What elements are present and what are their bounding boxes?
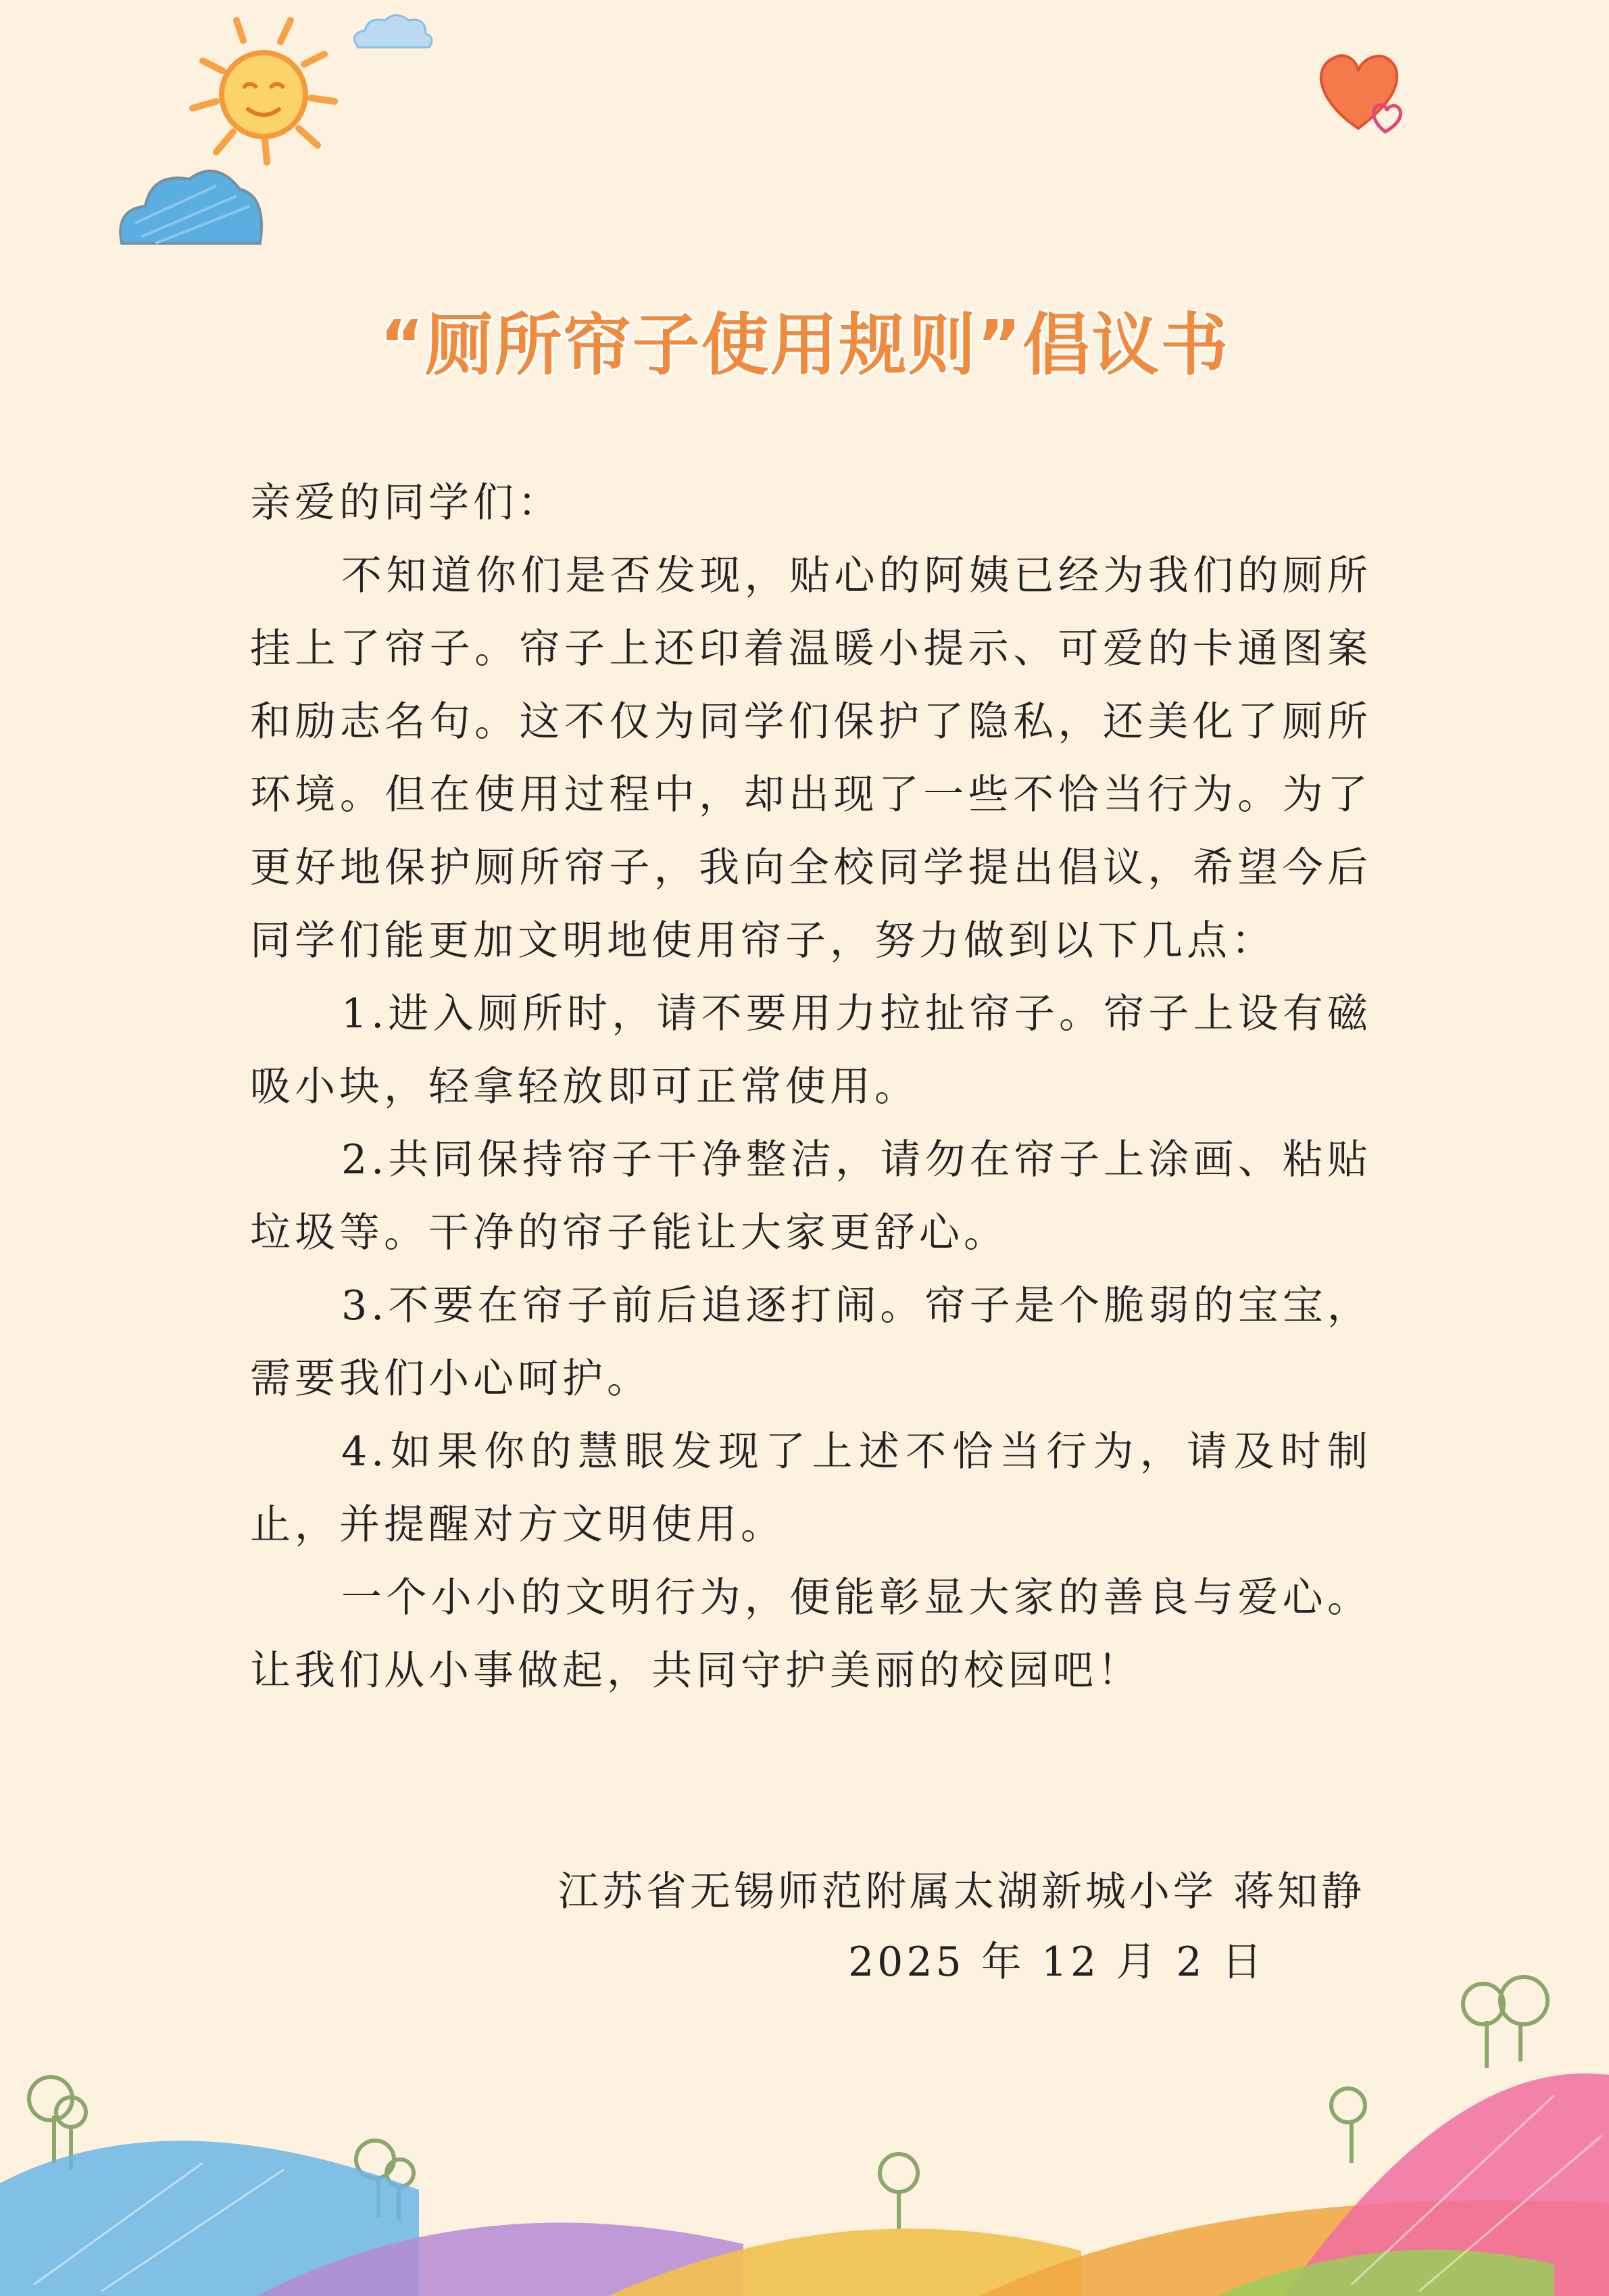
tree-icon xyxy=(1331,2089,1365,2163)
letter-body xyxy=(250,466,1372,1707)
paragraph: 不知道你们是否发现，贴心的阿姨已经为我们的厕所挂上了帘子。帘子上还印着温暖小提示、可爱的卡通图案和励志名句。这不仅为同学们保护了隐私，还美化了厕所环境。但在使用过程中，却出现了一些不恰当行为。为了更好地保护厕所帘子，我向全校同学提出倡议，希望今后同学们能更加文明地使用帘子，努力做到以下几点： xyxy=(250,552,1372,964)
cloud-icon xyxy=(345,14,439,54)
signature: 江苏省无锡师范附属太湖新城小学 蒋知静 xyxy=(558,1868,1365,1915)
date: 2025 年 12 月 2 日 xyxy=(848,1938,1266,1986)
paragraph: 一个小小的文明行为，便能彰显大家的善良与爱心。让我们从小事做起，共同守护美丽的校园吧！ xyxy=(250,1574,1372,1694)
page-title: “厕所帘子使用规则”倡议书 xyxy=(379,306,1230,385)
heart-icon xyxy=(1311,41,1412,149)
paragraph: 3.不要在帘子前后追逐打闹。帘子是个脆弱的宝宝，需要我们小心呵护。 xyxy=(250,1282,1372,1402)
paragraph: 1.进入厕所时，请不要用力拉扯帘子。帘子上设有磁吸小块，轻拿轻放即可正常使用。 xyxy=(250,990,1372,1110)
hills-illustration xyxy=(0,1960,1609,2296)
tree-icon xyxy=(1463,1977,1548,2068)
paragraph: 4.如果你的慧眼发现了上述不恰当行为，请及时制止，并提醒对方文明使用。 xyxy=(250,1428,1372,1548)
cloud-icon xyxy=(115,135,264,250)
paragraph: 2.共同保持帘子干净整洁，请勿在帘子上涂画、粘贴垃圾等。干净的帘子能让大家更舒心。 xyxy=(250,1136,1372,1256)
greeting: 亲爱的同学们： xyxy=(250,479,562,527)
tree-icon xyxy=(880,2154,918,2230)
